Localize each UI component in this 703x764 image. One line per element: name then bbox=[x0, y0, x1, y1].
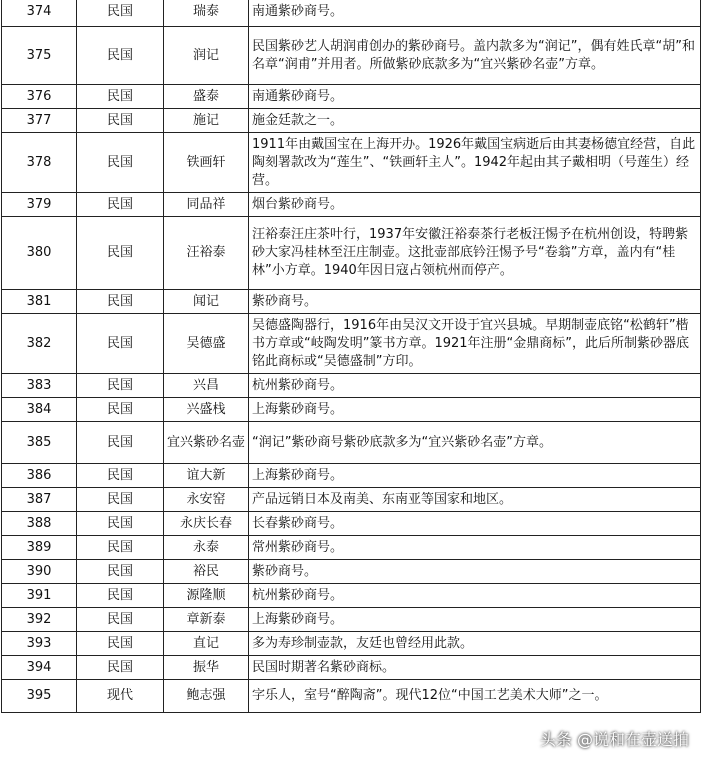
row-name: 永庆长春 bbox=[164, 512, 249, 536]
table-row bbox=[2, 680, 701, 713]
row-name: 宜兴紫砂名壶 bbox=[164, 422, 249, 464]
row-description: 上海紫砂商号。 bbox=[249, 608, 701, 632]
row-era: 民国 bbox=[77, 133, 164, 193]
row-era: 民国 bbox=[77, 632, 164, 656]
row-description: 烟台紫砂商号。 bbox=[249, 193, 701, 217]
row-description: 紫砂商号。 bbox=[249, 560, 701, 584]
row-era: 民国 bbox=[77, 398, 164, 422]
row-era: 民国 bbox=[77, 488, 164, 512]
table-row bbox=[2, 608, 701, 632]
row-name: 鲍志强 bbox=[164, 680, 249, 713]
row-name: 同品祥 bbox=[164, 193, 249, 217]
row-number: 387 bbox=[2, 488, 77, 512]
table-row bbox=[2, 85, 701, 109]
row-name: 振华 bbox=[164, 656, 249, 680]
row-name: 直记 bbox=[164, 632, 249, 656]
row-number: 391 bbox=[2, 584, 77, 608]
row-number: 394 bbox=[2, 656, 77, 680]
row-name: 吴德盛 bbox=[164, 314, 249, 374]
row-description: 常州紫砂商号。 bbox=[249, 536, 701, 560]
row-era: 民国 bbox=[77, 656, 164, 680]
table-row bbox=[2, 374, 701, 398]
row-era: 民国 bbox=[77, 314, 164, 374]
table-row bbox=[2, 314, 701, 374]
row-number: 389 bbox=[2, 536, 77, 560]
row-description: 1911年由戴国宝在上海开办。1926年戴国宝病逝后由其妻杨德宜经营，自此陶刻署款改为“莲生”、“铁画轩主人”。1942年起由其子戴相明（号莲生）经营。 bbox=[249, 133, 701, 193]
row-era: 民国 bbox=[77, 464, 164, 488]
row-era: 民国 bbox=[77, 290, 164, 314]
table-row bbox=[2, 0, 701, 27]
table-row bbox=[2, 656, 701, 680]
row-name: 润记 bbox=[164, 27, 249, 85]
row-number: 385 bbox=[2, 422, 77, 464]
row-number: 383 bbox=[2, 374, 77, 398]
row-era: 民国 bbox=[77, 512, 164, 536]
table-row bbox=[2, 632, 701, 656]
row-number: 388 bbox=[2, 512, 77, 536]
row-description: 紫砂商号。 bbox=[249, 290, 701, 314]
row-name: 章新泰 bbox=[164, 608, 249, 632]
table-row bbox=[2, 290, 701, 314]
row-description: 上海紫砂商号。 bbox=[249, 464, 701, 488]
row-description: 吴德盛陶器行，1916年由吴汉文开设于宜兴县城。早期制壶底铭“松鹤轩”楷书方章或“岐陶发明”篆书方章。1921年注册“金鼎商标”，此后所制紫砂器底铭此商标或“吴德盛制”方印。 bbox=[249, 314, 701, 374]
row-name: 裕民 bbox=[164, 560, 249, 584]
row-number: 395 bbox=[2, 680, 77, 713]
row-description: 多为寿珍制壶款，友廷也曾经用此款。 bbox=[249, 632, 701, 656]
row-name: 源隆顺 bbox=[164, 584, 249, 608]
table-row bbox=[2, 398, 701, 422]
row-description: 南通紫砂商号。 bbox=[249, 0, 701, 27]
row-era: 现代 bbox=[77, 680, 164, 713]
row-name: 兴盛栈 bbox=[164, 398, 249, 422]
table-row bbox=[2, 109, 701, 133]
row-number: 379 bbox=[2, 193, 77, 217]
row-name: 谊大新 bbox=[164, 464, 249, 488]
row-name: 汪裕泰 bbox=[164, 217, 249, 290]
row-number: 380 bbox=[2, 217, 77, 290]
teapot-mark-table bbox=[1, 0, 701, 713]
row-number: 377 bbox=[2, 109, 77, 133]
row-era: 民国 bbox=[77, 422, 164, 464]
row-description: 杭州紫砂商号。 bbox=[249, 584, 701, 608]
row-number: 375 bbox=[2, 27, 77, 85]
row-description: 民国紫砂艺人胡润甫创办的紫砂商号。盖内款多为“润记”，偶有姓氏章“胡”和名章“润甫”并用者。所做紫砂底款多为“宜兴紫砂名壶”方章。 bbox=[249, 27, 701, 85]
row-era: 民国 bbox=[77, 560, 164, 584]
row-number: 381 bbox=[2, 290, 77, 314]
table-row bbox=[2, 217, 701, 290]
row-era: 民国 bbox=[77, 85, 164, 109]
row-name: 瑞泰 bbox=[164, 0, 249, 27]
table-row bbox=[2, 536, 701, 560]
row-description: 民国时期著名紫砂商标。 bbox=[249, 656, 701, 680]
row-description: 长春紫砂商号。 bbox=[249, 512, 701, 536]
row-number: 390 bbox=[2, 560, 77, 584]
row-number: 393 bbox=[2, 632, 77, 656]
row-name: 永泰 bbox=[164, 536, 249, 560]
table-row bbox=[2, 464, 701, 488]
row-description: 上海紫砂商号。 bbox=[249, 398, 701, 422]
table-row bbox=[2, 488, 701, 512]
row-era: 民国 bbox=[77, 374, 164, 398]
table-row bbox=[2, 512, 701, 536]
table-row bbox=[2, 193, 701, 217]
row-era: 民国 bbox=[77, 608, 164, 632]
row-description: 汪裕泰汪庄茶叶行，1937年安徽汪裕泰茶行老板汪惕予在杭州创设，特聘紫砂大家冯桂林至汪庄制壶。这批壶部底钤汪惕予号“卷翁”方章，盖内有“桂林”小方章。1940年因日寇占领杭州而停产。 bbox=[249, 217, 701, 290]
row-name: 铁画轩 bbox=[164, 133, 249, 193]
row-number: 376 bbox=[2, 85, 77, 109]
row-description: 施金廷款之一。 bbox=[249, 109, 701, 133]
table-body bbox=[2, 0, 701, 713]
table-row bbox=[2, 27, 701, 85]
row-name: 永安窑 bbox=[164, 488, 249, 512]
row-name: 施记 bbox=[164, 109, 249, 133]
table-row bbox=[2, 584, 701, 608]
row-number: 386 bbox=[2, 464, 77, 488]
row-era: 民国 bbox=[77, 109, 164, 133]
row-era: 民国 bbox=[77, 0, 164, 27]
row-number: 382 bbox=[2, 314, 77, 374]
table-row bbox=[2, 560, 701, 584]
table-row bbox=[2, 422, 701, 464]
row-era: 民国 bbox=[77, 217, 164, 290]
row-era: 民国 bbox=[77, 584, 164, 608]
row-era: 民国 bbox=[77, 27, 164, 85]
watermark-text: 头条 @说和在壶送拍 bbox=[539, 730, 689, 749]
row-description: 字乐人，室号“醉陶斋”。现代12位“中国工艺美术大师”之一。 bbox=[249, 680, 701, 713]
row-description: 南通紫砂商号。 bbox=[249, 85, 701, 109]
row-name: 闻记 bbox=[164, 290, 249, 314]
row-description: 产品远销日本及南美、东南亚等国家和地区。 bbox=[249, 488, 701, 512]
table-row bbox=[2, 133, 701, 193]
row-era: 民国 bbox=[77, 193, 164, 217]
row-description: 杭州紫砂商号。 bbox=[249, 374, 701, 398]
row-description: “润记”紫砂商号紫砂底款多为“宜兴紫砂名壶”方章。 bbox=[249, 422, 701, 464]
row-number: 374 bbox=[2, 0, 77, 27]
row-name: 兴昌 bbox=[164, 374, 249, 398]
row-name: 盛泰 bbox=[164, 85, 249, 109]
row-era: 民国 bbox=[77, 536, 164, 560]
row-number: 384 bbox=[2, 398, 77, 422]
row-number: 392 bbox=[2, 608, 77, 632]
row-number: 378 bbox=[2, 133, 77, 193]
